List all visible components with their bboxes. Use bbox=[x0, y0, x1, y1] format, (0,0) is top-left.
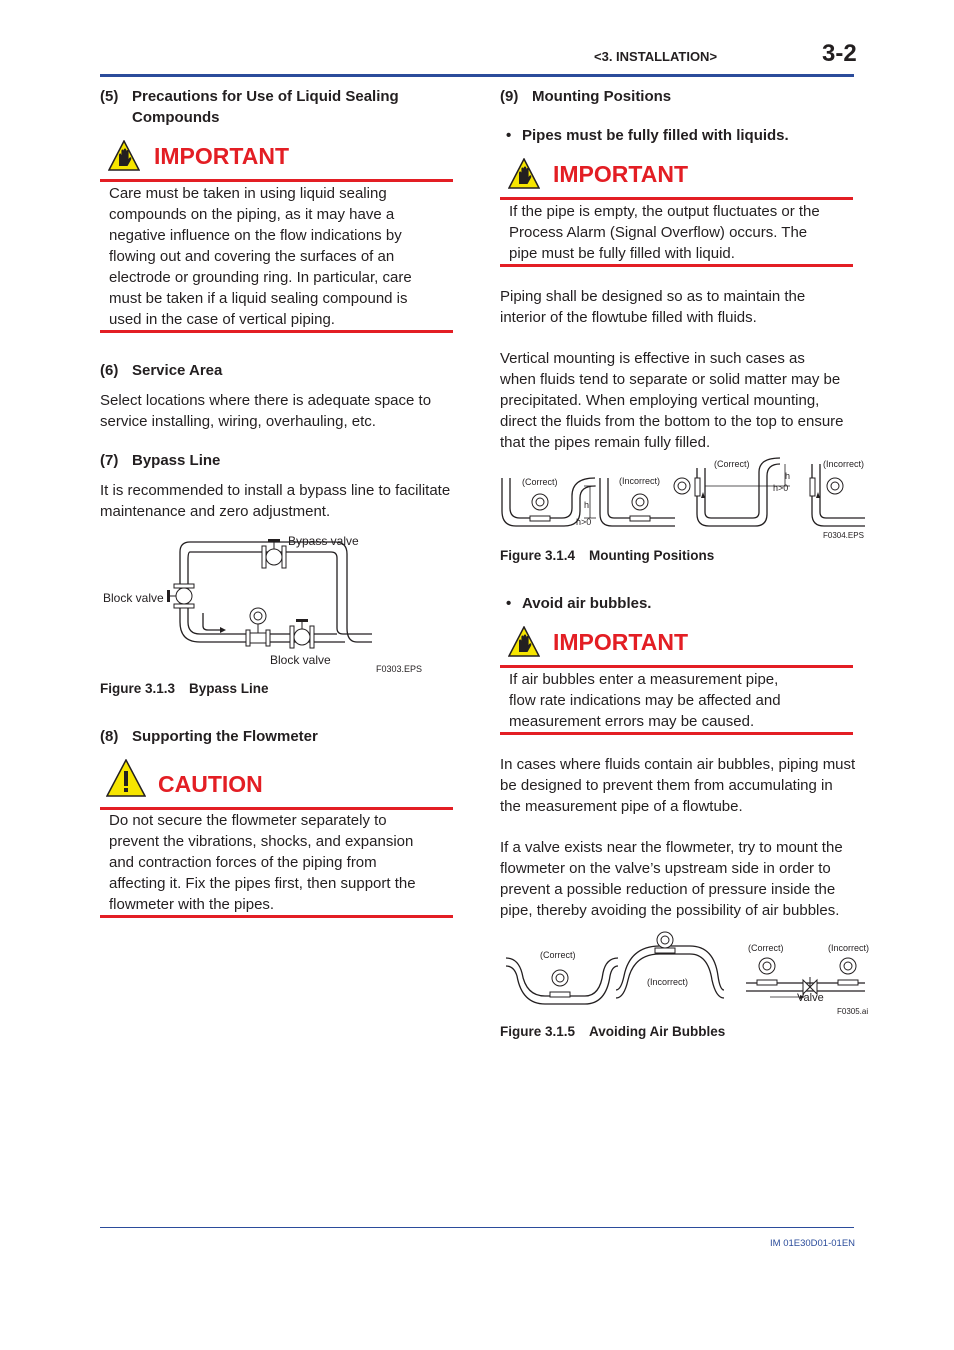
caution-box bbox=[100, 758, 453, 919]
text-line: If a valve exists near the flowmeter, try to mount the bbox=[500, 839, 843, 856]
text-line: interior of the flowtube filled with fluids. bbox=[500, 309, 757, 326]
text-line: used in the case of vertical piping. bbox=[109, 311, 335, 328]
text-line: Piping shall be designed so as to maintain the bbox=[500, 288, 806, 305]
text-line: If the pipe is empty, the output fluctuates or the bbox=[509, 203, 820, 220]
fig315-incorrect-1: (Incorrect) bbox=[647, 977, 689, 987]
figure-3-1-3-caption bbox=[100, 681, 269, 696]
bullet-text: Pipes must be fully filled with liquids. bbox=[522, 127, 789, 144]
text-line: pipe must be fully filled with liquid. bbox=[509, 245, 735, 262]
header-rule bbox=[100, 74, 854, 77]
bullet-fully-filled: • Pipes must be fully filled with liquids. bbox=[506, 127, 789, 144]
text-line: negative influence on the flow indications by bbox=[109, 227, 402, 244]
section-6-heading bbox=[100, 360, 222, 381]
section-header: <3. INSTALLATION> bbox=[594, 49, 718, 64]
important-top-rule bbox=[500, 665, 853, 668]
figure-code: F0303.EPS bbox=[376, 664, 423, 674]
section-7-heading bbox=[100, 450, 220, 471]
text-line: maintenance and zero adjustment. bbox=[100, 503, 331, 520]
text-line: Care must be taken in using liquid sealing bbox=[109, 185, 387, 202]
block-valve-left bbox=[167, 584, 194, 608]
figure-number: Figure 3.1.3 bbox=[100, 681, 176, 696]
section-7-text bbox=[100, 480, 450, 522]
fig314-incorrect-2: (Incorrect) bbox=[823, 459, 865, 469]
figure-title: Avoiding Air Bubbles bbox=[589, 1024, 726, 1039]
section-6-title: Service Area bbox=[132, 362, 223, 379]
important-bottom-rule bbox=[100, 330, 453, 333]
section-5-number: (5) bbox=[100, 88, 119, 105]
footer-rule bbox=[100, 1227, 854, 1228]
section-5-title-line1: Precautions for Use of Liquid Sealing bbox=[132, 88, 399, 105]
section-9-heading bbox=[500, 86, 671, 107]
text-line: It is recommended to install a bypass line to facilitate bbox=[100, 482, 451, 499]
caution-text bbox=[109, 810, 416, 915]
important-text bbox=[509, 669, 781, 732]
important-label: IMPORTANT bbox=[154, 143, 290, 169]
fig314-incorrect-1: (Incorrect) bbox=[619, 476, 661, 486]
text-line: affecting it. Fix the pipes first, then support the bbox=[109, 875, 416, 892]
paragraph-piping-design bbox=[500, 286, 805, 328]
paragraph-valve-upstream bbox=[500, 837, 843, 921]
fig315-incorrect-2: (Incorrect) bbox=[828, 943, 870, 953]
fig314-correct-2: (Correct) bbox=[714, 459, 750, 469]
text-line: be designed to prevent them from accumulating in bbox=[500, 777, 833, 794]
caution-label: CAUTION bbox=[158, 771, 263, 797]
text-line: Select locations where there is adequate space to bbox=[100, 392, 432, 409]
important-box-air-bubbles bbox=[500, 626, 853, 736]
section-6-number: (6) bbox=[100, 362, 119, 379]
figure-title: Mounting Positions bbox=[589, 548, 715, 563]
figure-title: Bypass Line bbox=[189, 681, 269, 696]
text-line: flowmeter on the valve’s upstream side in order to bbox=[500, 860, 831, 877]
section-6-text bbox=[100, 390, 431, 432]
caution-bottom-rule bbox=[100, 915, 453, 918]
important-top-rule bbox=[100, 179, 453, 182]
important-bottom-rule bbox=[500, 264, 853, 267]
paragraph-vertical-mounting bbox=[500, 348, 844, 453]
important-label: IMPORTANT bbox=[553, 161, 689, 187]
fig314-h-label-2: h bbox=[785, 471, 791, 481]
document-id: IM 01E30D01-01EN bbox=[770, 1238, 856, 1249]
page-number: 3-2 bbox=[822, 40, 857, 67]
text-line: In cases where fluids contain air bubbles, piping must bbox=[500, 756, 856, 773]
section-8-heading bbox=[100, 726, 318, 747]
figure-code: F0304.EPS bbox=[823, 531, 864, 540]
fig314-h-gt-label-2: h>0 bbox=[773, 483, 789, 493]
bypass-valve-label: Bypass valve bbox=[288, 534, 359, 548]
fig314-h-label-1: h bbox=[584, 500, 590, 510]
text-line: and contraction forces of the piping from bbox=[109, 854, 377, 871]
section-5-title-line2: Compounds bbox=[132, 109, 220, 126]
important-box-pipe-filled bbox=[500, 158, 853, 268]
important-text bbox=[509, 201, 820, 264]
figure-number: Figure 3.1.4 bbox=[500, 548, 576, 563]
text-line: flowing out and covering the surfaces of an bbox=[109, 248, 395, 265]
important-text bbox=[109, 183, 412, 330]
text-line: direct the fluids from the bottom to the top to ensure bbox=[500, 413, 844, 430]
important-bottom-rule bbox=[500, 732, 853, 735]
text-line: flowmeter with the pipes. bbox=[109, 896, 275, 913]
section-9-number: (9) bbox=[500, 88, 519, 105]
text-line: must be taken if a liquid sealing compound is bbox=[109, 290, 408, 307]
warning-hand-icon bbox=[508, 158, 540, 190]
text-line: that the pipes remain fully filled. bbox=[500, 434, 711, 451]
text-line: prevent a possible reduction of pressure inside the bbox=[500, 881, 836, 898]
text-line: when fluids tend to separate or solid matter may be bbox=[500, 371, 841, 388]
warning-hand-icon bbox=[508, 626, 540, 658]
important-box-liquid-sealing bbox=[100, 140, 453, 333]
figure-3-1-5-caption bbox=[500, 1024, 725, 1039]
block-valve-bottom-label: Block valve bbox=[270, 653, 331, 667]
bypass-valve bbox=[262, 539, 286, 568]
section-9-title: Mounting Positions bbox=[532, 88, 672, 105]
figure-number: Figure 3.1.5 bbox=[500, 1024, 576, 1039]
important-label: IMPORTANT bbox=[553, 629, 689, 655]
text-line: electrode or grounding ring. In particular, care bbox=[109, 269, 412, 286]
section-7-number: (7) bbox=[100, 452, 119, 469]
text-line: compounds on the piping, as it may have a bbox=[109, 206, 395, 223]
paragraph-air-bubbles bbox=[500, 754, 855, 817]
text-line: Vertical mounting is effective in such cases as bbox=[500, 350, 805, 367]
section-8-number: (8) bbox=[100, 728, 119, 745]
flowmeter-symbol bbox=[246, 608, 270, 646]
mounting-positions-diagram bbox=[500, 456, 870, 536]
fig315-valve-label: Valve bbox=[797, 992, 824, 1004]
text-line: Process Alarm (Signal Overflow) occurs. The bbox=[509, 224, 808, 241]
text-line: pipe, thereby avoiding the possibility of air bubbles. bbox=[500, 902, 840, 919]
block-valve-bottom bbox=[290, 619, 314, 648]
block-valve-left-label: Block valve bbox=[103, 591, 164, 605]
text-line: the measurement pipe of a flowtube. bbox=[500, 798, 743, 815]
fig314-h-gt-label-1: h>0 bbox=[576, 517, 592, 527]
fig314-correct-1: (Correct) bbox=[522, 477, 558, 487]
text-line: Do not secure the flowmeter separately to bbox=[109, 812, 387, 829]
text-line: precipitated. When employing vertical mounting, bbox=[500, 392, 820, 409]
figure-code: F0305.ai bbox=[837, 1007, 869, 1016]
figure-3-1-4-caption bbox=[500, 548, 714, 563]
text-line: service installing, wiring, overhauling, etc. bbox=[100, 413, 376, 430]
important-top-rule bbox=[500, 197, 853, 200]
section-7-title: Bypass Line bbox=[132, 452, 221, 469]
warning-hand-icon bbox=[108, 140, 140, 172]
section-8-title: Supporting the Flowmeter bbox=[132, 728, 318, 745]
text-line: measurement errors may be caused. bbox=[509, 713, 755, 730]
bullet-avoid-air: • Avoid air bubbles. bbox=[506, 595, 652, 612]
fig315-correct-1: (Correct) bbox=[540, 950, 576, 960]
fig315-correct-2: (Correct) bbox=[748, 943, 784, 953]
section-5-heading bbox=[100, 86, 460, 128]
text-line: If air bubbles enter a measurement pipe, bbox=[509, 671, 779, 688]
bullet-text: Avoid air bubbles. bbox=[522, 595, 652, 612]
caution-exclamation-icon bbox=[106, 759, 146, 797]
text-line: prevent the vibrations, shocks, and expansion bbox=[109, 833, 414, 850]
text-line: flow rate indications may be affected and bbox=[509, 692, 781, 709]
